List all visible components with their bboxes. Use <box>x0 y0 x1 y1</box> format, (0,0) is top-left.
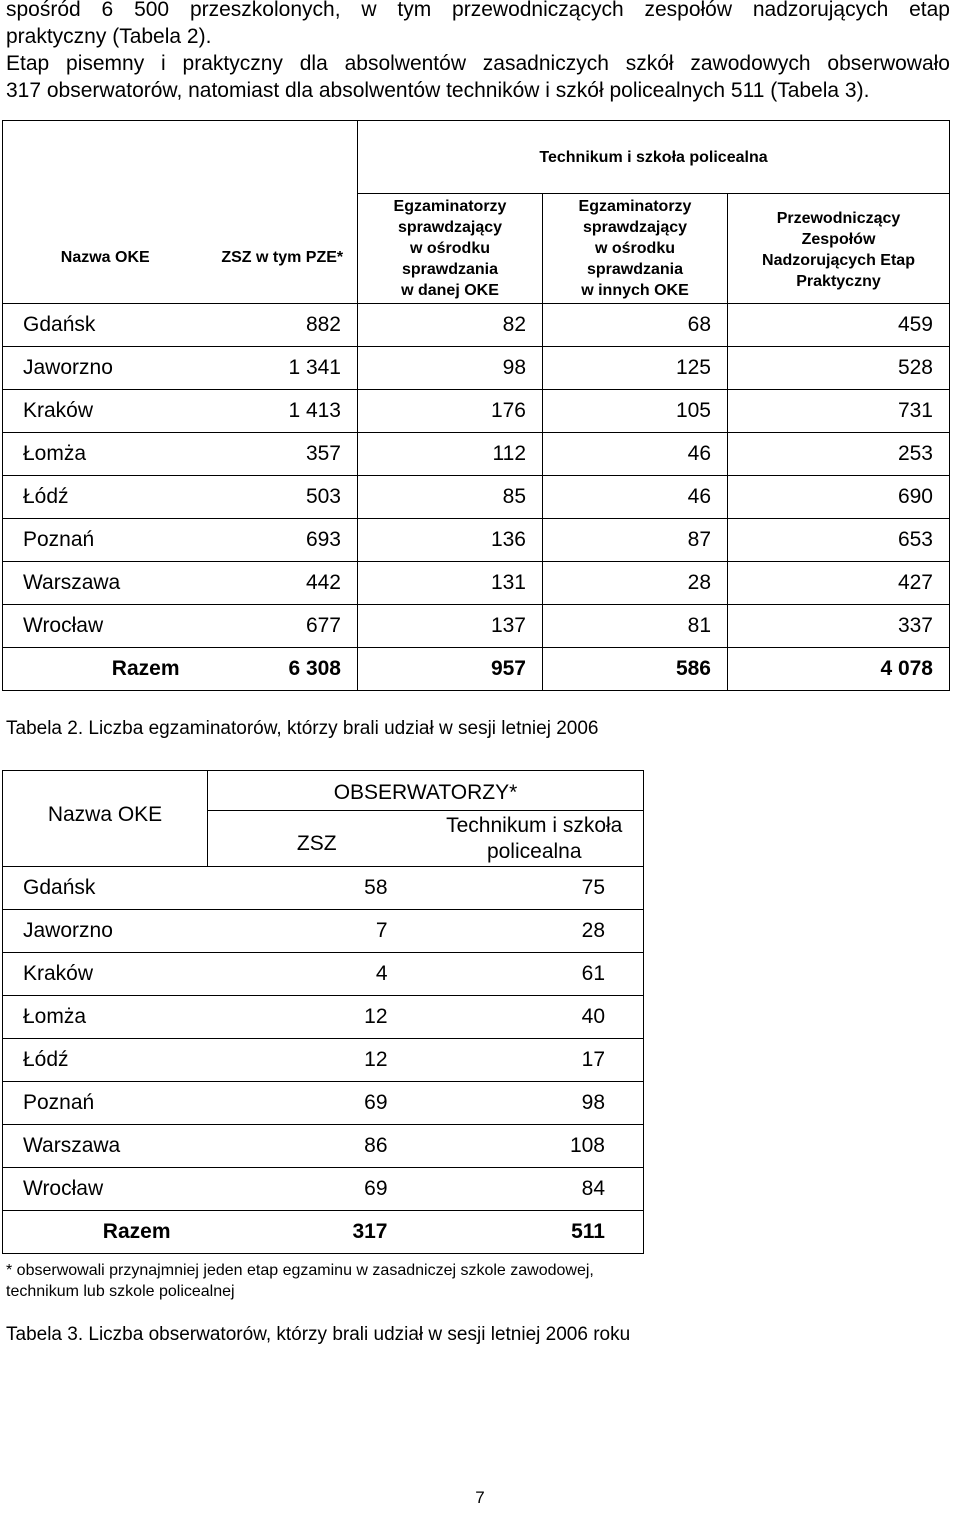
table3-caption: Tabela 3. Liczba obserwatorów, którzy brali udział w sesji letniej 2006 roku <box>6 1324 631 1345</box>
cell-zsz: 58 <box>208 867 426 910</box>
table-row <box>3 910 644 953</box>
cell-oke: Wrocław <box>3 1168 208 1211</box>
intro-line: spośród 6 500 przeszkolonych, w tym przewodniczących zespołów nadzorujących etap <box>6 0 950 21</box>
cell-technikum: 75 <box>426 867 644 910</box>
cell-same-oke: 82 <box>358 304 543 347</box>
cell-chair: 337 <box>728 605 950 648</box>
cell-zsz: 503 <box>208 476 358 519</box>
table-row <box>3 605 950 648</box>
cell-oke: Razem <box>3 1211 208 1254</box>
intro-line: 317 obserwatorów, natomiast dla absolwentów techników i szkół policealnych 511 (Tabela 3). <box>6 79 870 102</box>
table-row <box>3 390 950 433</box>
header-technikum: Technikum i szkoła policealna <box>426 811 644 867</box>
table-row <box>3 1039 644 1082</box>
cell-technikum: 108 <box>426 1125 644 1168</box>
header-examiners-same-oke: Egzaminatorzy sprawdzający w ośrodku sprawdzania w danej OKE <box>358 194 543 304</box>
cell-chair: 528 <box>728 347 950 390</box>
table-row <box>3 1082 644 1125</box>
cell-chair: 253 <box>728 433 950 476</box>
cell-other-oke: 105 <box>543 390 728 433</box>
table2-caption: Tabela 2. Liczba egzaminatorów, którzy brali udział w sesji letniej 2006 <box>6 718 599 739</box>
table-row <box>3 867 644 910</box>
cell-chair: 4 078 <box>728 648 950 691</box>
cell-oke: Poznań <box>3 519 208 562</box>
cell-zsz: 86 <box>208 1125 426 1168</box>
cell-oke: Warszawa <box>3 562 208 605</box>
cell-zsz: 69 <box>208 1082 426 1125</box>
cell-chair: 427 <box>728 562 950 605</box>
intro-paragraph <box>6 0 950 104</box>
table-row <box>3 953 644 996</box>
cell-other-oke: 46 <box>543 433 728 476</box>
cell-oke: Wrocław <box>3 605 208 648</box>
total-row <box>3 1211 644 1254</box>
cell-oke: Jaworzno <box>3 910 208 953</box>
cell-chair: 459 <box>728 304 950 347</box>
table-row <box>3 1168 644 1211</box>
table-row <box>3 476 950 519</box>
cell-technikum: 98 <box>426 1082 644 1125</box>
cell-same-oke: 176 <box>358 390 543 433</box>
cell-oke: Gdańsk <box>3 304 208 347</box>
table-row <box>3 1125 644 1168</box>
cell-other-oke: 125 <box>543 347 728 390</box>
intro-line: Etap pisemny i praktyczny dla absolwentów zasadniczych szkół zawodowych obserwowało <box>6 52 950 75</box>
table-row <box>3 519 950 562</box>
cell-zsz: 12 <box>208 1039 426 1082</box>
header-chairpersons: Przewodniczący Zespołów Nadzorujących Etap Praktyczny <box>728 194 950 304</box>
cell-same-oke: 98 <box>358 347 543 390</box>
cell-same-oke: 131 <box>358 562 543 605</box>
cell-oke: Warszawa <box>3 1125 208 1168</box>
cell-zsz: 69 <box>208 1168 426 1211</box>
cell-same-oke: 85 <box>358 476 543 519</box>
cell-other-oke: 46 <box>543 476 728 519</box>
header-examiners-other-oke: Egzaminatorzy sprawdzający w ośrodku sprawdzania w innych OKE <box>543 194 728 304</box>
table-row <box>3 996 644 1039</box>
cell-same-oke: 112 <box>358 433 543 476</box>
table-row <box>3 347 950 390</box>
cell-zsz: 7 <box>208 910 426 953</box>
cell-technikum: 511 <box>426 1211 644 1254</box>
header-oke: Nazwa OKE <box>3 121 208 304</box>
cell-oke: Jaworzno <box>3 347 208 390</box>
cell-oke: Łomża <box>3 996 208 1039</box>
cell-chair: 653 <box>728 519 950 562</box>
cell-zsz: 1 413 <box>208 390 358 433</box>
cell-other-oke: 586 <box>543 648 728 691</box>
table-row <box>3 433 950 476</box>
total-row <box>3 648 950 691</box>
intro-line: praktyczny (Tabela 2). <box>6 25 212 48</box>
cell-oke: Kraków <box>3 953 208 996</box>
cell-oke: Łomża <box>3 433 208 476</box>
cell-oke: Gdańsk <box>3 867 208 910</box>
table-row <box>3 562 950 605</box>
cell-chair: 731 <box>728 390 950 433</box>
cell-same-oke: 957 <box>358 648 543 691</box>
cell-zsz: 6 308 <box>208 648 358 691</box>
header-observers-group: OBSERWATORZY* <box>208 771 644 811</box>
observers-table <box>2 770 644 1254</box>
cell-other-oke: 81 <box>543 605 728 648</box>
cell-zsz: 4 <box>208 953 426 996</box>
header-zsz: ZSZ w tym PZE* <box>208 121 358 304</box>
cell-technikum: 17 <box>426 1039 644 1082</box>
cell-technikum: 61 <box>426 953 644 996</box>
cell-other-oke: 28 <box>543 562 728 605</box>
cell-same-oke: 136 <box>358 519 543 562</box>
cell-zsz: 442 <box>208 562 358 605</box>
header-technikum-group: Technikum i szkoła policealna <box>358 121 950 194</box>
cell-zsz: 693 <box>208 519 358 562</box>
cell-technikum: 84 <box>426 1168 644 1211</box>
cell-other-oke: 68 <box>543 304 728 347</box>
cell-oke: Kraków <box>3 390 208 433</box>
cell-technikum: 28 <box>426 910 644 953</box>
cell-technikum: 40 <box>426 996 644 1039</box>
page-number: 7 <box>475 1488 485 1507</box>
cell-chair: 690 <box>728 476 950 519</box>
cell-oke: Razem <box>3 648 208 691</box>
cell-zsz: 12 <box>208 996 426 1039</box>
cell-zsz: 317 <box>208 1211 426 1254</box>
table3-footnote: * obserwowali przynajmniej jeden etap egzaminu w zasadniczej szkole zawodowej, technikum lub szkole policealnej <box>6 1262 594 1300</box>
header-zsz: ZSZ <box>208 811 426 867</box>
cell-zsz: 357 <box>208 433 358 476</box>
cell-oke: Łódź <box>3 476 208 519</box>
cell-other-oke: 87 <box>543 519 728 562</box>
cell-zsz: 677 <box>208 605 358 648</box>
header-oke: Nazwa OKE <box>3 771 208 867</box>
cell-oke: Łódź <box>3 1039 208 1082</box>
cell-zsz: 882 <box>208 304 358 347</box>
cell-zsz: 1 341 <box>208 347 358 390</box>
examiners-table <box>2 120 950 691</box>
cell-same-oke: 137 <box>358 605 543 648</box>
cell-oke: Poznań <box>3 1082 208 1125</box>
table-row <box>3 304 950 347</box>
